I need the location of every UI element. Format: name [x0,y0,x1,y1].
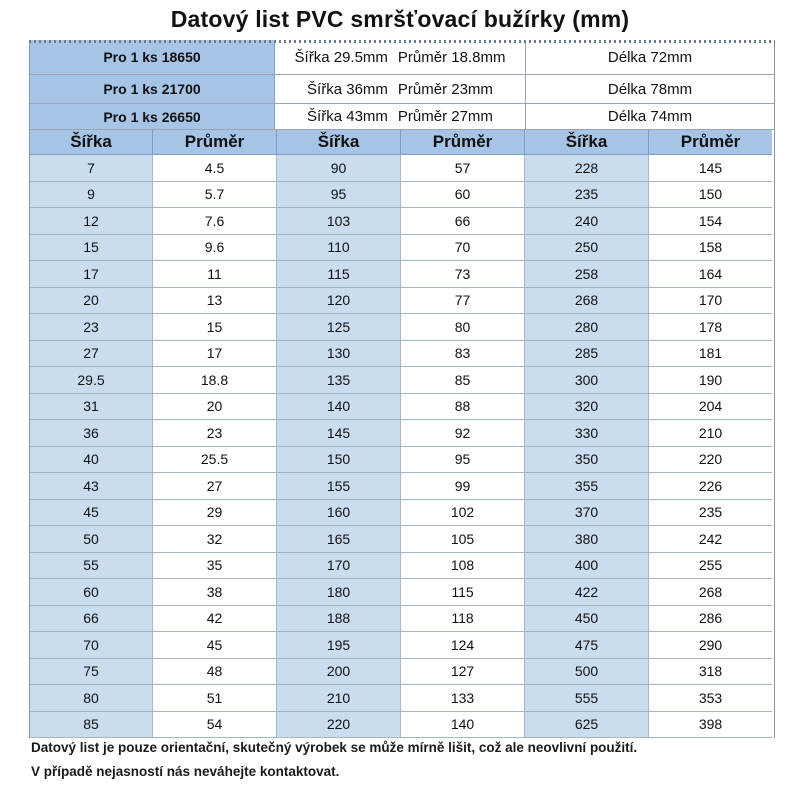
battery-length: Délka 74mm [607,108,693,125]
diameter-cell: 32 [153,526,277,553]
battery-length: Délka 78mm [607,80,693,98]
width-cell: 66 [30,606,153,633]
width-cell: 110 [277,235,401,262]
width-cell: 155 [277,473,401,500]
diameter-cell: 73 [401,261,525,288]
column-header-diameter: Průměr [401,130,525,155]
width-cell: 23 [30,314,153,341]
width-cell: 29.5 [30,367,153,394]
diameter-cell: 7.6 [153,208,277,235]
diameter-cell: 70 [401,235,525,262]
battery-width: Šířka 29.5mm [294,48,388,66]
width-cell: 43 [30,473,153,500]
diameter-cell: 13 [153,288,277,315]
diameter-cell: 9.6 [153,235,277,262]
battery-dimensions [275,40,526,74]
column-header-width: Šířka [30,130,153,155]
width-cell: 370 [525,500,649,527]
column-header-width: Šířka [525,130,649,155]
width-cell: 135 [277,367,401,394]
battery-length: Délka 72mm [607,48,693,66]
width-cell: 200 [277,659,401,686]
diameter-cell: 268 [649,579,772,606]
battery-width: Šířka 36mm [307,80,388,98]
width-cell: 350 [525,447,649,474]
width-cell: 75 [30,659,153,686]
diameter-cell: 25.5 [153,447,277,474]
width-cell: 36 [30,420,153,447]
width-cell: 500 [525,659,649,686]
diameter-cell: 181 [649,341,772,368]
battery-diameter: Průměr 23mm [397,80,493,98]
width-cell: 210 [277,685,401,712]
width-cell: 380 [525,526,649,553]
diameter-cell: 170 [649,288,772,315]
diameter-cell: 318 [649,659,772,686]
width-cell: 240 [525,208,649,235]
diameter-cell: 124 [401,632,525,659]
width-cell: 20 [30,288,153,315]
width-cell: 250 [525,235,649,262]
diameter-cell: 51 [153,685,277,712]
diameter-cell: 88 [401,394,525,421]
width-cell: 235 [525,182,649,209]
diameter-cell: 92 [401,420,525,447]
diameter-cell: 29 [153,500,277,527]
width-cell: 60 [30,579,153,606]
battery-diameter: Průměr 27mm [397,108,493,125]
diameter-cell: 23 [153,420,277,447]
width-cell: 95 [277,182,401,209]
width-cell: 9 [30,182,153,209]
width-cell: 258 [525,261,649,288]
width-cell: 70 [30,632,153,659]
width-cell: 40 [30,447,153,474]
width-cell: 422 [525,579,649,606]
diameter-cell: 190 [649,367,772,394]
diameter-cell: 158 [649,235,772,262]
width-cell: 45 [30,500,153,527]
width-cell: 80 [30,685,153,712]
column-header-diameter: Průměr [649,130,772,155]
diameter-cell: 290 [649,632,772,659]
battery-row-18650 [30,40,774,75]
diameter-cell: 178 [649,314,772,341]
diameter-cell: 115 [401,579,525,606]
battery-label: Pro 1 ks 26650 [30,104,275,129]
battery-diameter: Průměr 18.8mm [397,48,506,66]
column-header-diameter: Průměr [153,130,277,155]
diameter-cell: 204 [649,394,772,421]
width-cell: 27 [30,341,153,368]
diameter-cell: 15 [153,314,277,341]
diameter-cell: 133 [401,685,525,712]
width-cell: 170 [277,553,401,580]
width-cell: 400 [525,553,649,580]
width-cell: 180 [277,579,401,606]
diameter-cell: 57 [401,155,525,182]
width-cell: 165 [277,526,401,553]
diameter-cell: 164 [649,261,772,288]
width-cell: 145 [277,420,401,447]
diameter-cell: 353 [649,685,772,712]
disclaimer-note: Datový list je pouze orientační, skutečný výrobek se může mírně lišit, což ale neovlivní použití. [31,740,638,755]
diameter-cell: 27 [153,473,277,500]
diameter-cell: 108 [401,553,525,580]
battery-row-26650 [30,104,774,130]
diameter-cell: 255 [649,553,772,580]
width-cell: 7 [30,155,153,182]
diameter-cell: 18.8 [153,367,277,394]
diameter-cell: 102 [401,500,525,527]
width-cell: 188 [277,606,401,633]
battery-width: Šířka 43mm [307,108,388,125]
diameter-cell: 66 [401,208,525,235]
battery-row-21700 [30,75,774,104]
diameter-cell: 38 [153,579,277,606]
width-cell: 195 [277,632,401,659]
width-cell: 220 [277,712,401,739]
width-cell: 228 [525,155,649,182]
diameter-cell: 4.5 [153,155,277,182]
diameter-cell: 220 [649,447,772,474]
diameter-cell: 150 [649,182,772,209]
width-cell: 55 [30,553,153,580]
width-cell: 130 [277,341,401,368]
battery-label: Pro 1 ks 18650 [30,40,275,74]
width-cell: 125 [277,314,401,341]
diameter-cell: 35 [153,553,277,580]
diameter-cell: 286 [649,606,772,633]
diameter-cell: 235 [649,500,772,527]
diameter-cell: 60 [401,182,525,209]
diameter-cell: 85 [401,367,525,394]
width-cell: 120 [277,288,401,315]
diameter-cell: 99 [401,473,525,500]
width-cell: 12 [30,208,153,235]
diameter-cell: 95 [401,447,525,474]
width-cell: 31 [30,394,153,421]
width-cell: 475 [525,632,649,659]
width-cell: 15 [30,235,153,262]
size-grid [30,130,774,738]
width-cell: 300 [525,367,649,394]
diameter-cell: 242 [649,526,772,553]
width-cell: 160 [277,500,401,527]
width-cell: 103 [277,208,401,235]
diameter-cell: 48 [153,659,277,686]
width-cell: 85 [30,712,153,739]
width-cell: 90 [277,155,401,182]
diameter-cell: 17 [153,341,277,368]
diameter-cell: 105 [401,526,525,553]
width-cell: 140 [277,394,401,421]
diameter-cell: 80 [401,314,525,341]
width-cell: 150 [277,447,401,474]
diameter-cell: 127 [401,659,525,686]
page-title: Datový list PVC smršťovací bužírky (mm) [170,6,630,32]
width-cell: 268 [525,288,649,315]
diameter-cell: 20 [153,394,277,421]
battery-dimensions [275,75,526,103]
width-cell: 450 [525,606,649,633]
width-cell: 330 [525,420,649,447]
diameter-cell: 226 [649,473,772,500]
column-header-width: Šířka [277,130,401,155]
diameter-cell: 42 [153,606,277,633]
diameter-cell: 118 [401,606,525,633]
diameter-cell: 210 [649,420,772,447]
diameter-cell: 83 [401,341,525,368]
datasheet-table [29,40,775,738]
width-cell: 50 [30,526,153,553]
diameter-cell: 11 [153,261,277,288]
diameter-cell: 140 [401,712,525,739]
width-cell: 280 [525,314,649,341]
width-cell: 285 [525,341,649,368]
battery-dimensions [275,104,526,129]
diameter-cell: 145 [649,155,772,182]
width-cell: 115 [277,261,401,288]
diameter-cell: 54 [153,712,277,739]
width-cell: 320 [525,394,649,421]
width-cell: 17 [30,261,153,288]
width-cell: 625 [525,712,649,739]
width-cell: 355 [525,473,649,500]
diameter-cell: 5.7 [153,182,277,209]
battery-label: Pro 1 ks 21700 [30,75,275,103]
diameter-cell: 77 [401,288,525,315]
diameter-cell: 398 [649,712,772,739]
diameter-cell: 45 [153,632,277,659]
contact-note: V případě nejasností nás neváhejte kontaktovat. [31,764,340,779]
diameter-cell: 154 [649,208,772,235]
width-cell: 555 [525,685,649,712]
